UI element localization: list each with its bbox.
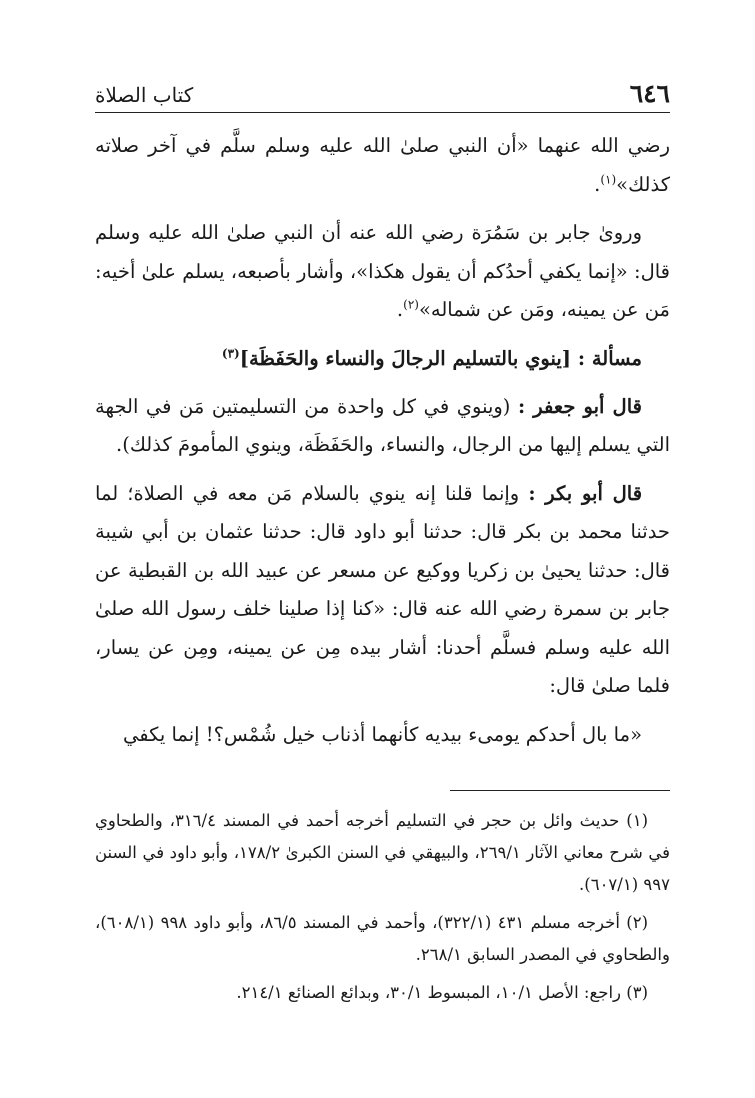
paragraph-text: وإنما قلنا إنه ينوي بالسلام مَن معه في الصلاة؛ لما حدثنا محمد بن بكر قال: حدثنا أبو داود قال: حدثنا عثمان بن أبي شيبة قال: حدثنا يحيىٰ بن زكريا ووكيع عن مسعر عن عبيد الله بن القبطية عن جابر بن سمرة رضي الله عنه قال: «كنا إذا صلينا خلف رسول الله صلىٰ الله عليه وسلم فسلَّم أحدنا: أشار بيده مِن عن يمينه، ومِن عن يسار، فلما صلىٰ قال: bbox=[95, 481, 670, 697]
page-number: ٦٤٦ bbox=[629, 79, 670, 108]
paragraph-text: (وينوي في كل واحدة من التسليمتين مَن في الجهة التي يسلم إليها من الرجال، والنساء، والحَفَظَة، وينوي المأمومَ كذلك). bbox=[95, 394, 670, 456]
footnote-3: (٣) راجع: الأصل ١٠/١، المبسوط ٣٠/١، وبدائع الصنائع ٢١٤/١. bbox=[236, 983, 648, 1002]
paragraph-text: ورویٰ جابر بن سَمُرَة رضي الله عنه أن النبي صلىٰ الله عليه وسلم قال: «إنما يكفي أحدُكم أن يقول هكذا»، وأشار بأصبعه، يسلم علىٰ أخيه: مَن عن يمينه، ومَن عن شماله» bbox=[95, 221, 670, 321]
book-page bbox=[95, 78, 670, 1015]
paragraph-jabir bbox=[95, 214, 670, 330]
hadith-quote: «ما بال أحدكم يومىء بيديه كأنهما أذناب خيل شُمْس؟! إنما يكفي bbox=[122, 722, 642, 746]
footnote-divider bbox=[450, 790, 670, 791]
footnote-1: (١) حديث وائل بن حجر في التسليم أخرجه أحمد في المسند ٣١٦/٤، والطحاوي في شرح معاني الآثار ٢٦٩/١، والبيهقي في السنن الكبرىٰ ١٧٨/٢، وأبو داود في السنن ٩٩٧ (٦٠٧/١). bbox=[95, 811, 671, 894]
footnote-ref-1: (١) bbox=[600, 172, 617, 186]
speaker-label: قال أبو بكر : bbox=[528, 481, 643, 505]
speaker-label: قال أبو جعفر : bbox=[517, 394, 642, 418]
paragraph-end: . bbox=[396, 298, 404, 321]
running-header bbox=[95, 78, 670, 113]
main-text bbox=[95, 127, 670, 754]
masala-label: مسألة : bbox=[577, 346, 642, 370]
footnote-ref-3: (٣) bbox=[221, 346, 240, 360]
paragraph-end: . bbox=[594, 172, 601, 196]
running-title: كتاب الصلاة bbox=[95, 83, 194, 107]
paragraph-continuation bbox=[95, 127, 670, 204]
masala-title: [ينوي بالتسليم الرجالَ والنساء والحَفَظَة] bbox=[239, 346, 572, 370]
paragraph-abu-bakr bbox=[95, 475, 670, 706]
paragraph-abu-jafar bbox=[95, 388, 670, 465]
footnote-2: (٢) أخرجه مسلم ٤٣١ (٣٢٢/١)، وأحمد في المسند ٨٦/٥، وأبو داود ٩٩٨ (٦٠٨/١)، والطحاوي في المصدر السابق ٢٦٨/١. bbox=[95, 913, 670, 964]
footnote-ref-2: (٢) bbox=[403, 297, 419, 312]
footnotes bbox=[95, 805, 670, 1009]
masala-heading bbox=[95, 340, 670, 378]
paragraph-text: رضي الله عنهما «أن النبي صلىٰ الله عليه وسلم سلَّم في آخر صلاته كذلك» bbox=[95, 134, 670, 196]
